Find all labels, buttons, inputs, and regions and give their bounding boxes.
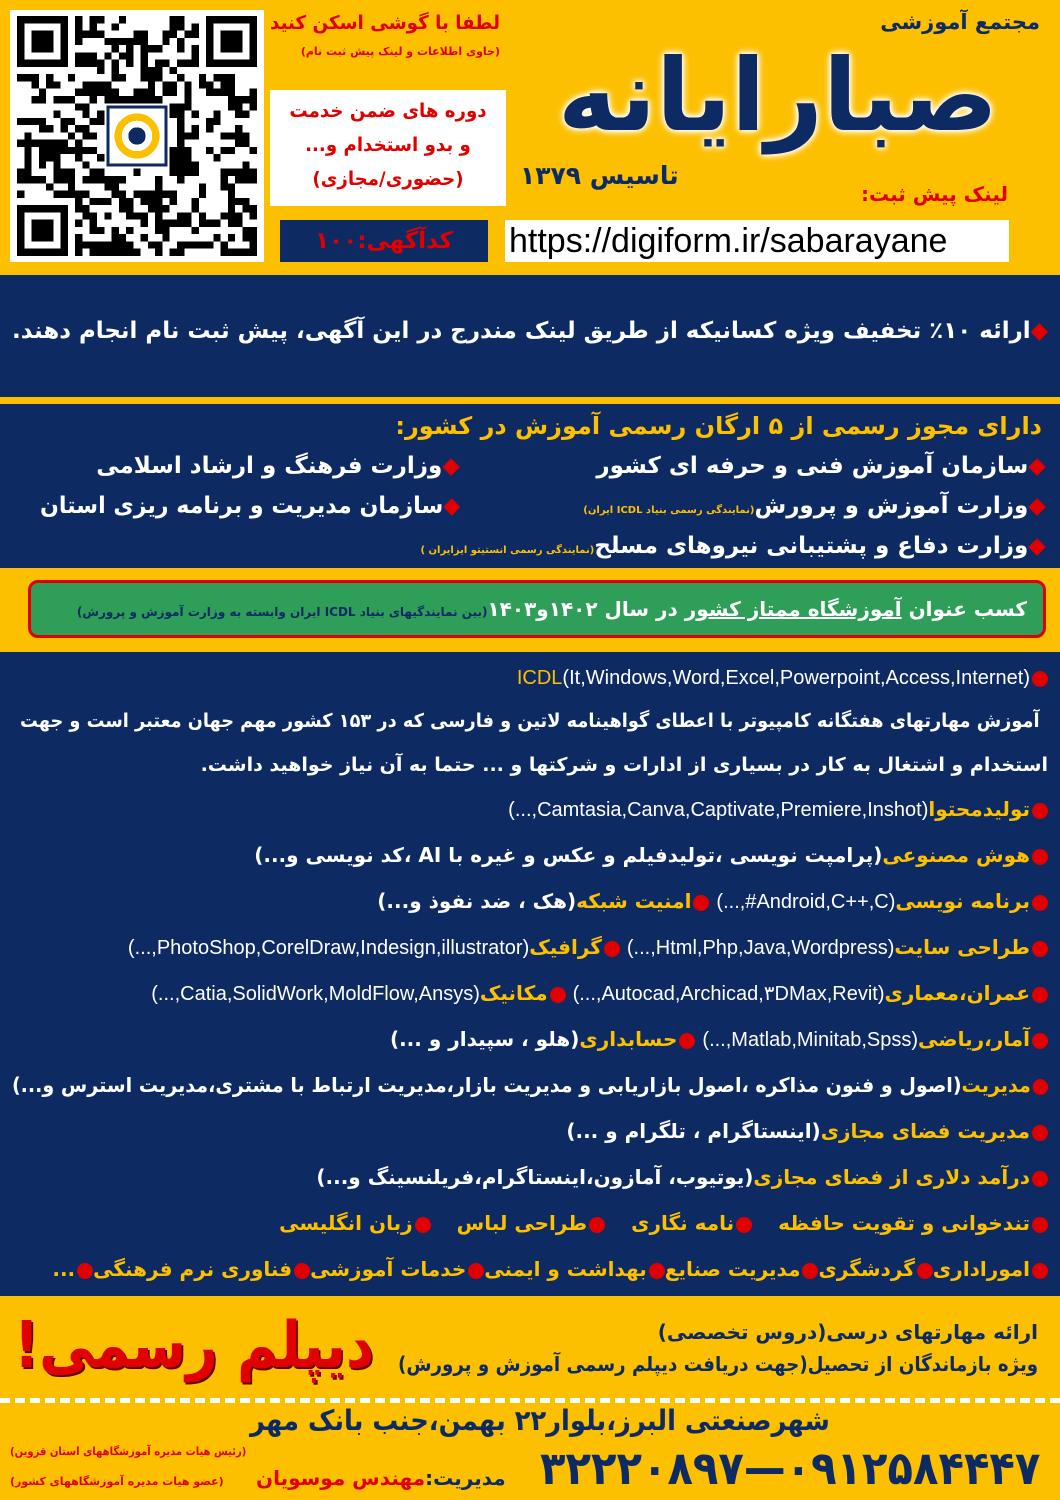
course-detail: (اینستاگرام ، تلگرام و ...) [566,1119,821,1143]
bullet-icon [802,1263,818,1279]
course-detail: (Autocad,Archicad,۳DMax,Revit,...) [572,983,885,1005]
scan-instruction: لطفا با گوشی اسکن کنید [270,12,500,34]
course-line [151,978,1048,1009]
license-item [596,450,1046,482]
bullet-icon [917,1263,933,1279]
courses-section [0,652,1060,1296]
diamond-icon: ◆ [1030,318,1048,344]
license-item [96,450,460,482]
bullet-icon [604,941,620,957]
bullet-icon [1032,895,1048,911]
course-line [128,932,1048,963]
course-title: حسابداری [579,1027,678,1051]
bullet-icon [415,1217,431,1233]
course-title: بهداشت و ایمنی [484,1257,647,1281]
course-title: آمار،ریاضی [918,1027,1030,1051]
bullet-icon [1032,671,1048,687]
course-title: برنامه نویسی [895,889,1030,913]
course-title: اموراداری [932,1257,1030,1281]
diploma-headline: دیپلم رسمی! [14,1309,375,1383]
course-title: گردشگری [818,1257,915,1281]
management-label: مدیریت: [425,1466,506,1490]
bullet-icon [649,1263,665,1279]
qr-code[interactable] [10,10,264,262]
bullet-icon [550,987,566,1003]
license-name: سازمان مدیریت و برنامه ریزی استان [39,493,443,519]
discount-banner [0,275,1060,397]
award-title: آموزشگاه ممتاز کشور [684,597,902,621]
course-detail: (Matlab,Minitab,Spss,...) [702,1029,919,1051]
license-item [420,530,1046,567]
licenses-heading: دارای مجوز رسمی از ۵ ارگان رسمی آموزش در کشور: [395,412,1042,440]
course-title: درآمد دلاری از فضای مجازی [753,1165,1030,1189]
license-note: (نمایندگی رسمی بنیاد ICDL ایران) [583,505,755,516]
course-title: گرافیک [529,935,602,959]
header [0,0,1060,272]
license-item [583,490,1046,527]
scan-note: (حاوی اطلاعات و لینک پیش ثبت نام) [300,45,500,58]
course-detail: (Camtasia,Canva,Captivate,Premiere,Inshot,...) [508,799,929,821]
course-line [279,1208,1048,1238]
complex-label: مجتمع آموزشی [880,10,1040,34]
in-service-line: دوره های ضمن خدمت [289,100,487,122]
award-note: (بین نمایندگیهای بنیاد ICDL ایران وابسته به وزارت آموزش و پرورش) [76,605,488,619]
registration-label: لینک پیش ثبت: [860,182,1008,206]
course-detail: (It,Windows,Word,Excel,Powerpoint,Access,Internet) [562,667,1030,689]
course-line [517,662,1048,693]
phone-numbers[interactable]: ۳۲۲۲۰۸۹۷—۰۹۱۲۵۸۴۴۴۷ [539,1441,1040,1495]
course-title: طراحی سایت [894,935,1030,959]
course-title: تولیدمحتوا [928,797,1030,821]
course-line [316,1162,1048,1192]
bullet-icon [1032,987,1048,1003]
in-service-box [270,90,506,206]
course-title: عمران،معماری [884,981,1030,1005]
course-detail: (Catia,SolidWork,MoldFlow,Ansys,...) [151,983,480,1005]
course-title: خدمات آموزشی [310,1257,467,1281]
bullet-icon [1032,1125,1048,1141]
course-title: مدیریت فضای مجازی [820,1119,1030,1143]
bullet-icon [294,1263,310,1279]
discount-text: ارائه ۱۰٪ تخفیف ویژه کسانیکه از طریق لینک مندرج در این آگهی، پیش ثبت نام انجام دهند. [11,318,1031,344]
course-title: مدیریت صنایع [664,1257,801,1281]
award-text: کسب عنوان [901,597,1027,621]
course-line [390,1024,1048,1055]
diamond-icon: ◆ [1028,453,1046,479]
bullet-icon [1032,849,1048,865]
course-line [254,840,1048,870]
bullet-icon [589,1217,605,1233]
course-title: زبان انگلیسی [279,1211,413,1235]
course-title: مدیریت [961,1073,1031,1097]
ad-code: کدآگهی:۱۰۰ [280,220,488,262]
course-detail: (هک ، ضد نفوذ و...) [377,889,577,913]
course-title: امنیت شبکه [576,889,692,913]
address: شهرصنعتی البرز،بلوار۲۲ بهمن،جنب بانک مهر [250,1404,830,1437]
course-title: ... [52,1257,76,1281]
course-line [12,1070,1048,1100]
course-title: ICDL [516,667,563,689]
award-banner [28,580,1046,638]
course-detail: (PhotoShop,CorelDraw,Indesign,illustrator,...) [127,937,530,959]
diploma-line: ارائه مهارتهای درسی(دروس تخصصی) [657,1320,1038,1344]
bullet-icon [1032,941,1048,957]
manager-name: مهندس موسویان [256,1466,426,1490]
course-line [508,794,1048,825]
course-detail: (هلو ، سپیدار و ...) [389,1027,580,1051]
bullet-icon [468,1263,484,1279]
manager-role: (رئیس هیات مدیره آموزشگاههای استان قزوین) [10,1445,247,1458]
diamond-icon: ◆ [1028,533,1046,559]
course-detail: (Html,Php,Java,Wordpress,...) [626,937,895,959]
management [256,1464,506,1492]
bullet-icon [1032,803,1048,819]
course-line [52,1254,1048,1284]
dashed-divider [0,1398,1060,1403]
diamond-icon: ◆ [442,493,460,519]
in-service-line: و بدو استخدام و... [305,134,471,156]
icdl-description: آموزش مهارتهای هفتگانه کامپیوتر با اعطای گواهینامه لاتین و فارسی که در ۱۵۳ کشور مهم جهان معتبر است و جهت [20,710,1040,732]
course-title: مکانیک [479,981,548,1005]
footer [0,1298,1060,1500]
license-name: سازمان آموزش فنی و حرفه ای کشور [596,453,1029,479]
course-line [377,886,1048,917]
course-title: نامه نگاری [631,1211,735,1235]
course-title: هوش مصنوعی [882,843,1030,867]
course-title: فناوری نرم فرهنگی [93,1257,293,1281]
course-detail: (Android,C++,C#,...) [716,891,896,913]
diamond-icon: ◆ [442,453,460,479]
in-service-line: (حضوری/مجازی) [312,168,464,190]
bullet-icon [693,895,709,911]
bullet-icon [1032,1217,1048,1233]
license-name: وزارت دفاع و پشتیبانی نیروهای مسلح [594,533,1029,559]
manager-role: (عضو هیات مدیره آموزشگاههای کشور) [10,1475,224,1488]
licenses-section [0,404,1060,568]
brand-title: صبارایانه [557,37,998,154]
diploma-line: ویژه بازماندگان از تحصیل(جهت دریافت دیپلم رسمی آموزش و پرورش) [397,1352,1038,1376]
course-title: تندخوانی و تقویت حافظه [778,1211,1030,1235]
bullet-icon [1032,1263,1048,1279]
bullet-icon [1032,1171,1048,1187]
course-title: طراحی لباس [456,1211,588,1235]
bullet-icon [679,1033,695,1049]
course-detail: (پرامپت نویسی ،تولیدفیلم و عکس و غیره با AI ،کد نویسی و...) [254,843,883,867]
license-item [40,490,460,522]
bullet-icon [736,1217,752,1233]
bullet-icon [1033,1079,1048,1095]
course-line [566,1116,1048,1146]
course-detail: (اصول و فنون مذاکره ،اصول بازاریابی و مدیریت بازار،مدیریت ارتباط با مشتری،مدیریت استرس و...) [11,1073,962,1097]
founded-year: تاسیس ۱۳۷۹ [520,161,679,190]
license-name: وزارت فرهنگ و ارشاد اسلامی [96,453,443,479]
license-name: وزارت آموزش و پرورش [754,493,1029,519]
icdl-description: استخدام و اشتغال به کار در بسیاری از ادارات و شرکتها و ... حتما به آن نیاز خواهید داشت. [200,754,1048,776]
award-years: در سال ۱۴۰۲و۱۴۰۳ [487,597,685,621]
bullet-icon [1032,1033,1048,1049]
registration-link[interactable]: https://digiform.ir/sabarayane [505,220,1009,262]
course-detail: (یوتیوب، آمازون،اینستاگرام،فریلنسینگ و...) [316,1165,754,1189]
license-note: (نمایندگی رسمی انستیتو ایزایران ) [420,545,595,556]
bullet-icon [77,1263,93,1279]
diamond-icon: ◆ [1028,493,1046,519]
